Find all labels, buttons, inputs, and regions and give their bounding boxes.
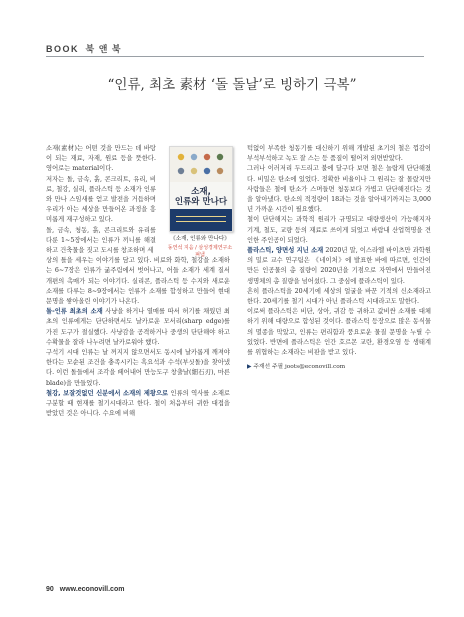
paragraph: 철이 단단해지는 과학적 원리가 규명되고 대량생산이 가능해지자 기계, 철도, 교량 등의 재료로 쓰이게 되었고 바람내 산업혁명을 견인한 주인공이 되었다. xyxy=(247,216,431,244)
cover-band-line xyxy=(176,216,226,217)
paragraph: 구석기 시대 인류는 날 꺼지지 않으면서도 동시에 날카롭게 깨져야 한다는 모순된 조건을 충족시키는 흑요석과 수석(부싯돌)을 찾아냈다. 이런 돌들에서 조각을 떼어내어 만능도구 창출날(細石刃), 마른 blade)을 만들었다. xyxy=(46,349,230,387)
paragraph: 그러나 이러저리 두드리고 불에 달구다 보면 철은 놀랍게 단단해졌다. 비밀은 탄소에 있었다. 정확한 비율이나 그 원리는 잘 몰랐지만 사람들은 철에 탄소가 스며들면 청동보다 가볍고 단단해진다는 것을 알아냈다. 탄소의 적정량이 18과는 것을 알아내기까지는 3,000년 가까운 시간이 필요했다. xyxy=(247,165,431,214)
subheading-body: 사냥을 하거나 열매를 따서 허기를 채웠던 최초의 인류에게는 단단하면서도 날카로운 모서리(sharp edge)를 가진 도구가 절실했다. 사냥감을 공격하거나 중생의 단단해야 하고 수확물을 잘라 나누려면 날카로워야 했다. xyxy=(46,308,230,346)
cover-band xyxy=(170,209,232,231)
cover-title-line: 소재, xyxy=(191,187,211,197)
paragraph: 이로써 플라스틱은 비단, 상아, 귀감 등 귀하고 값비싼 소재를 대체하기 위해 대량으로 합성된 것이다. 플라스틱 등장으로 많은 동식물의 멸종을 막았고, 인류는 편리함과 풍요로운 물질 문명을 누릴 수 있었다. 반면에 플라스틱은 인간 호르몬 교란, 환경오염 등 생태계를 위협하는 소재라는 비판을 받고 있다. xyxy=(247,308,431,357)
header-rule xyxy=(46,56,424,57)
paragraph: 턱없이 부족한 청동기를 대신하기 위해 개발된 초기의 철은 껍감이 부석부석하고 녹도 잘 스는 등 품질이 떨어져 외면받았다. xyxy=(247,145,431,163)
author-arrow-icon: ▶ xyxy=(247,364,252,371)
cover-band-line xyxy=(176,221,226,222)
subheading: 돌-인류 최초의 소재 xyxy=(46,308,103,316)
book-caption: 《소재, 인류와 만나다》 xyxy=(170,236,230,242)
footer-website: www.econovill.com xyxy=(59,586,125,593)
article-headline: “인류, 최초 素材 ‘돌 돌날’로 빙하기 극복” xyxy=(107,77,357,93)
subheading: 플라스틱, 양면성 지닌 소재 xyxy=(247,247,324,255)
paragraph: 흔히 플라스틱을 20세기에 세상의 얼굴을 바꾼 기적의 신소재라고 한다. 20세기를 철기 시대가 아닌 플라스틱 시대라고도 말한다. xyxy=(247,287,431,306)
subheading: 철강, 보잘것없던 신분에서 소재의 제왕으로 xyxy=(46,389,169,397)
book-caption-sub: 동연석 지음 / 삼성경제연구소 펴냄 xyxy=(167,245,233,258)
page-number: 90 xyxy=(46,586,54,593)
paragraph xyxy=(247,246,431,287)
cover-title-line: 인류와 만나다 xyxy=(174,197,228,207)
page-footer xyxy=(46,586,124,593)
cover-illustration xyxy=(170,147,232,182)
paragraph xyxy=(46,307,230,348)
subheading-body: 인류의 역사를 소재로 구분할 때 현재를 철기시대라고 한다. 철이 처음부터 귀한 대접을 받았던 것은 아니다. 수요에 비해 xyxy=(46,389,231,418)
section-name: BOOK xyxy=(46,44,79,54)
material-icons-illustration xyxy=(174,151,228,179)
paragraph: 저자는 돌, 금속, 흙, 콘크리트, 유리, 비료, 철강, 실리, 플라스틱 등 소재가 인류와 만나 스임새를 얻고 발전을 거듭하며 우리가 아는 세상을 만들어온 과정을 흥미롭게 재구성하고 있다. xyxy=(46,175,156,224)
paragraph: 상의 틀을 세우는 이야기를 담고 있다. 비료와 화학, 철강을 소재하는 6~7장은 인류가 굶주림에서 벗어나고, 어들 소재가 세계 질서 개편의 촉매가 되는 이야기다. 실리콘, 플라스틱 등 수지와 새로운 소재를 다루는 8~9장에서는 인류가 소재를 합성하고 만들어 현대 문명을 쌓아올린 이야기가 나온다. xyxy=(46,257,230,306)
section-label xyxy=(46,42,122,55)
paragraph xyxy=(46,389,230,420)
paragraph: 소재(素材)는 어떤 것을 만드는 데 바탕이 되는 재료, 자재, 원료 등을 뜻한다. 영어로는 material이다. xyxy=(46,145,156,173)
full-width-block xyxy=(46,256,230,419)
paragraph: 돌, 금속, 청동, 흙, 콘크리트와 유리를 다룬 1~5장에서는 인류가 끼니를 해결하고 건축물을 짓고 도시를 창조하며 세 xyxy=(46,226,156,255)
section-name-ko: 북 앤 북 xyxy=(85,44,122,54)
author-name: 주재선 주필 joots@econovill.com xyxy=(253,364,346,371)
subheading-body: 2020년 말, 이스라엘 바이츠만 과학원의 밀로 교수 연구팀은 《네이처》에 발표한 바에 따르면, 인간이 만든 인공물의 총 질량이 2020년을 기점으로 자연에서 만들어진 생명체의 총 질량을 넘어섰다. 그 중심에 플라스틱이 있다. xyxy=(247,247,431,285)
right-column xyxy=(247,144,431,372)
book-cover-image xyxy=(169,146,233,232)
intro-block xyxy=(46,144,156,256)
book-figure xyxy=(165,144,235,272)
cover-title xyxy=(170,187,232,207)
author-credit xyxy=(247,362,431,372)
